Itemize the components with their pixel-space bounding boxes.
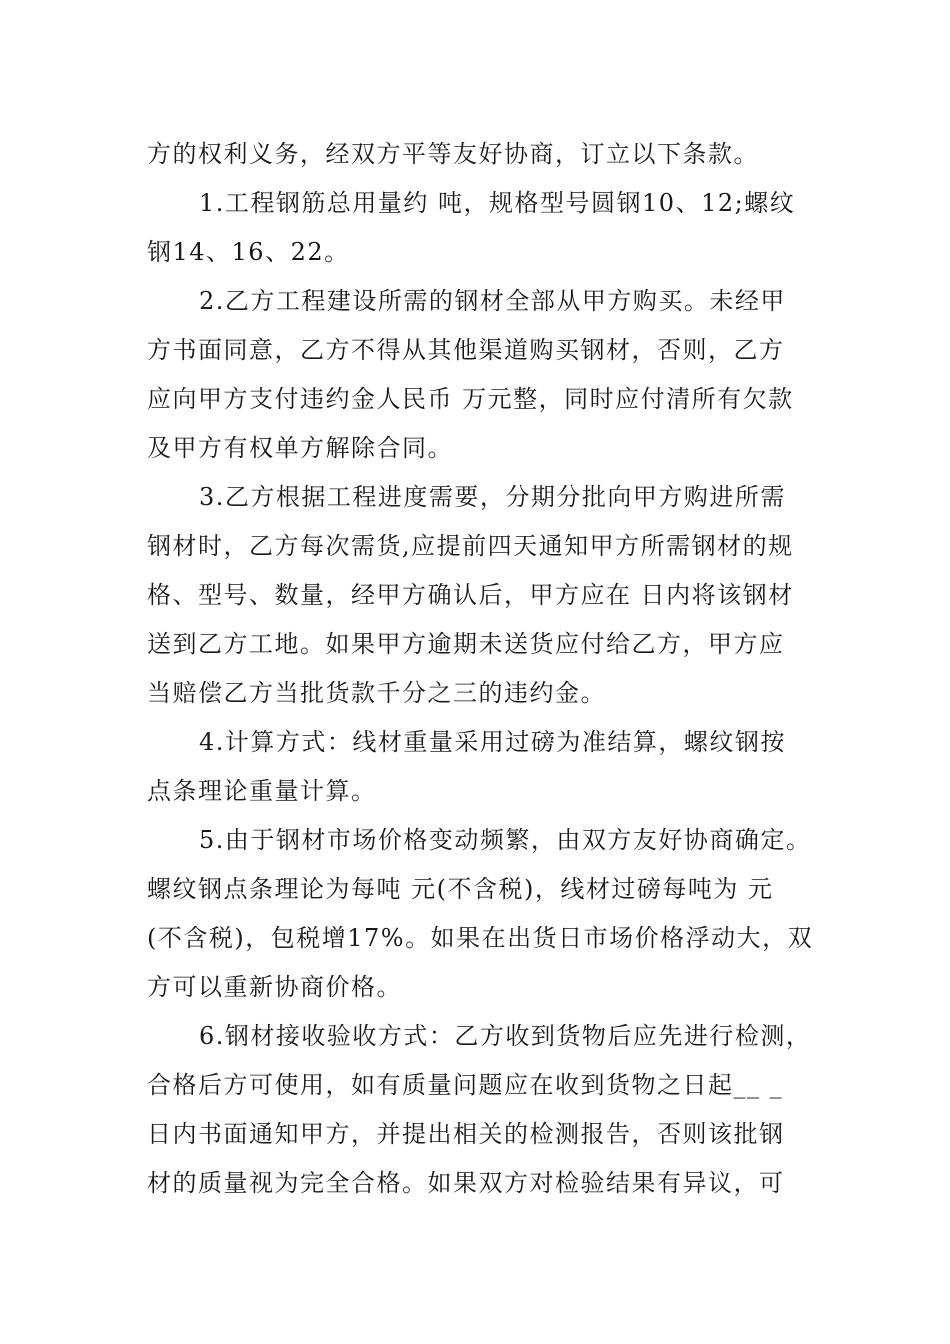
text-line: 方可以重新协商价格。	[147, 973, 402, 1001]
text-line: 钢14、16、22。	[147, 238, 350, 266]
text-line: 钢材时，乙方每次需货,应提前四天通知甲方所需钢材的规	[147, 532, 794, 560]
text-line: 送到乙方工地。如果甲方逾期未送货应付给乙方，甲方应	[147, 630, 785, 658]
text-line: 当赔偿乙方当批货款千分之三的违约金。	[147, 679, 606, 707]
text-line: 方书面同意，乙方不得从其他渠道购买钢材，否则，乙方	[147, 336, 785, 364]
text-line: 合格后方可使用，如有质量问题应在收到货物之日起__ _	[147, 1071, 784, 1099]
text-line: 点条理论重量计算。	[147, 777, 377, 805]
clause-3-line: 3.乙方根据工程进度需要，分期分批向甲方购进所需	[199, 483, 786, 511]
text-line: 日内书面通知甲方，并提出相关的检测报告，否则该批钢	[147, 1120, 785, 1148]
text-line: 方的权利义务，经双方平等友好协商，订立以下条款。	[147, 140, 759, 168]
text-line: (不含税)，包税增17%。如果在出货日市场价格浮动大，双	[147, 924, 814, 952]
clause-6-line: 6.钢材接收验收方式：乙方收到货物后应先进行检测，	[199, 1022, 812, 1050]
text-line: 及甲方有权单方解除合同。	[147, 434, 453, 462]
clause-5-line: 5.由于钢材市场价格变动频繁，由双方友好协商确定。	[199, 826, 812, 854]
contract-body-text	[147, 130, 817, 1208]
text-line: 格、型号、数量，经甲方确认后，甲方应在 日内将该钢材	[147, 581, 794, 609]
text-line: 螺纹钢点条理论为每吨 元(不含税)，线材过磅每吨为 元	[147, 875, 774, 903]
text-line: 应向甲方支付违约金人民币 万元整，同时应付清所有欠款	[147, 385, 794, 413]
clause-2-line: 2.乙方工程建设所需的钢材全部从甲方购买。未经甲	[199, 287, 786, 315]
clause-1-line: 1.工程钢筋总用量约 吨，规格型号圆钢10、12;螺纹	[199, 189, 796, 217]
text-line: 材的质量视为完全合格。如果双方对检验结果有异议，可	[147, 1169, 785, 1197]
clause-4-line: 4.计算方式：线材重量采用过磅为准结算，螺纹钢按	[199, 728, 786, 756]
